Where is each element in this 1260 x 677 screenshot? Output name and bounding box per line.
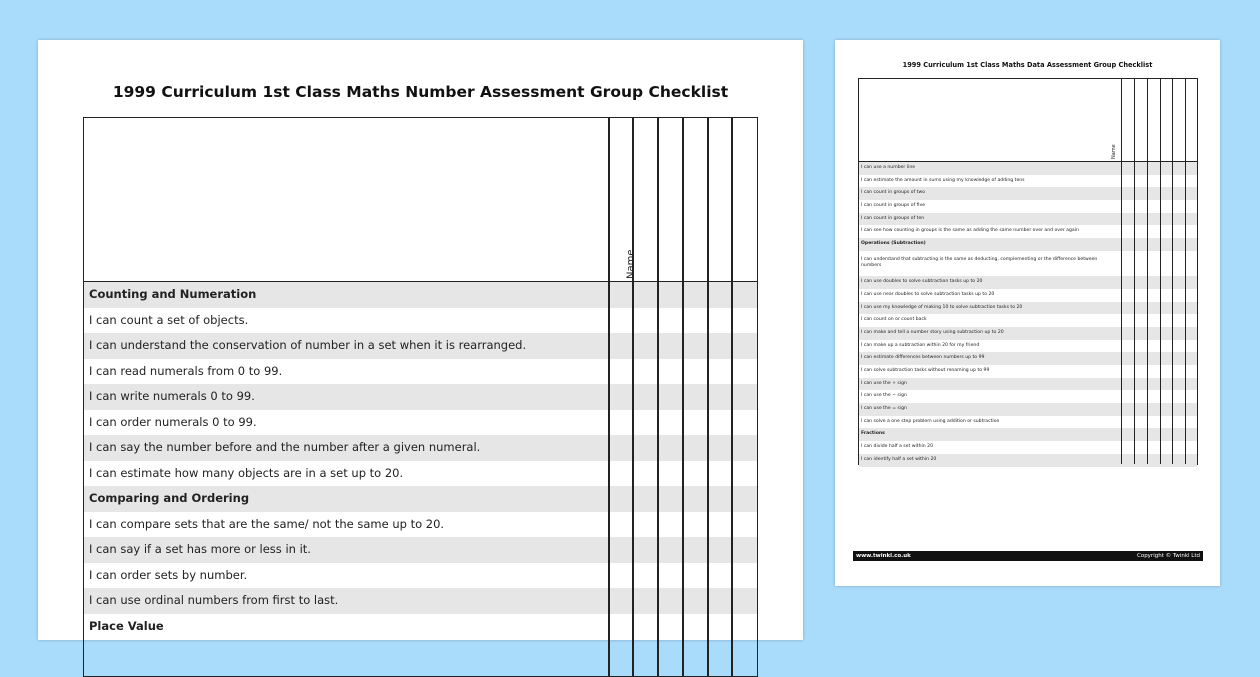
data-checklist-page xyxy=(835,40,1220,586)
criterion-text: I can use near doubles to solve subtraction tasks up to 20 xyxy=(861,291,995,297)
page-title: 1999 Curriculum 1st Class Maths Number Assessment Group Checklist xyxy=(112,83,729,101)
criterion-text: I can order numerals 0 to 99. xyxy=(89,414,257,429)
name-column-label: Name xyxy=(625,249,637,279)
section-heading: Counting and Numeration xyxy=(89,287,257,301)
criterion-text: I can say the number before and the number after a given numeral. xyxy=(89,440,481,454)
page-title: 1999 Curriculum 1st Class Maths Data Assessment Group Checklist xyxy=(902,61,1153,69)
column-divider xyxy=(731,118,733,676)
criterion-text: I can estimate the amount in sums using my knowledge of adding tens xyxy=(861,177,1025,183)
footer-bar xyxy=(853,551,1203,561)
criterion-text: I can solve subtraction tasks without renaming up to 99 xyxy=(861,368,990,374)
column-divider xyxy=(1185,79,1186,464)
column-divider xyxy=(1172,79,1173,464)
column-divider xyxy=(1134,79,1135,464)
criterion-text: I can solve a one step problem using addition or subtraction xyxy=(861,418,1000,424)
criterion-text: I can understand the conservation of number in a set when it is rearranged. xyxy=(89,338,527,352)
criterion-text: I can use doubles to solve subtraction tasks up to 20 xyxy=(861,279,983,285)
criterion-text: I can make up a subtraction within 20 for my friend xyxy=(861,342,980,348)
criterion-text: I can count a set of objects. xyxy=(89,312,249,327)
criterion-text: I can count in groups of two xyxy=(861,190,926,196)
criterion-text: I can count in groups of ten xyxy=(861,215,925,221)
column-divider xyxy=(1160,79,1161,464)
section-heading: Place Value xyxy=(89,618,164,633)
criterion-text: I can estimate how many objects are in a set up to 20. xyxy=(89,465,404,480)
criterion-text: I can count in groups of five xyxy=(861,203,926,209)
criterion-text: I can use my knowledge of making 10 to solve subtraction tasks to 20 xyxy=(861,304,1023,310)
column-divider xyxy=(1147,79,1148,464)
criterion-text: I can estimate differences between numbers up to 99 xyxy=(861,355,985,361)
column-divider xyxy=(707,118,709,676)
name-column-label: Name xyxy=(1111,144,1117,159)
criterion-text: I can use the = sign xyxy=(861,406,907,412)
criterion-text: I can understand that subtracting is the same as deducting, complementing or the difference between numbers xyxy=(861,256,1098,269)
column-divider xyxy=(608,118,610,676)
criterion-text: I can use ordinal numbers from first to last. xyxy=(89,593,339,607)
criterion-text: I can use a number line xyxy=(861,165,916,170)
criterion-text: I can identify half a set within 20 xyxy=(861,456,937,462)
section-heading: Operations (Subtraction) xyxy=(861,241,926,247)
section-heading: Fractions xyxy=(861,431,885,437)
column-divider xyxy=(632,118,634,676)
criterion-text: I can see how counting in groups is the same as adding the same number over and over again xyxy=(861,228,1079,234)
criterion-text: I can count on or count back xyxy=(861,317,927,323)
column-divider xyxy=(1121,79,1122,464)
criterion-text: I can divide half a set within 20 xyxy=(861,444,933,450)
footer-copyright: Copyright © Twinkl Ltd xyxy=(1136,553,1200,559)
criterion-text: I can read numerals from 0 to 99. xyxy=(89,363,283,378)
column-divider xyxy=(682,118,684,676)
criterion-text: I can make and tell a number story using subtraction up to 20 xyxy=(861,329,1004,335)
criterion-text: I can use the + sign xyxy=(861,380,907,386)
criterion-text: I can write numerals 0 to 99. xyxy=(89,389,255,403)
criterion-text: I can say if a set has more or less in it. xyxy=(89,542,311,556)
criterion-text: I can compare sets that are the same/ not the same up to 20. xyxy=(89,516,445,531)
criterion-text: I can order sets by number. xyxy=(89,567,248,582)
number-checklist-page xyxy=(38,40,803,640)
footer-website: www.twinkl.co.uk xyxy=(856,553,911,559)
criterion-text: I can use the − sign xyxy=(861,393,907,399)
checklist-table xyxy=(858,78,1198,465)
checklist-table xyxy=(83,117,758,677)
column-divider xyxy=(657,118,659,676)
section-heading: Comparing and Ordering xyxy=(89,491,250,505)
